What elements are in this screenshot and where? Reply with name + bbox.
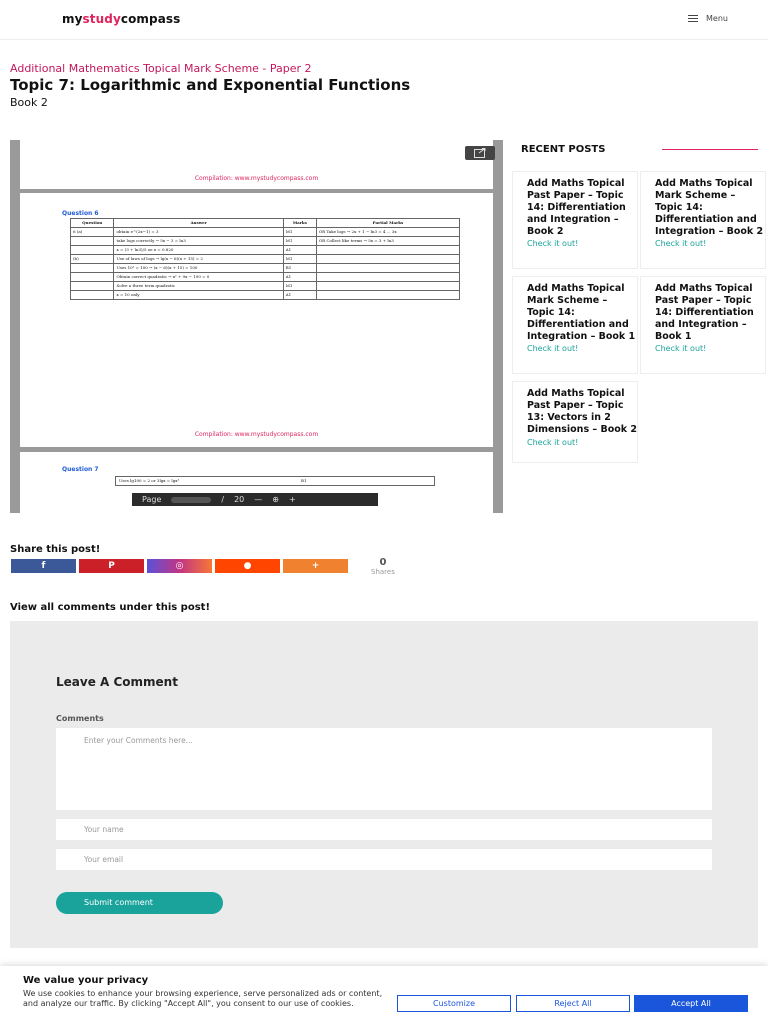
cell <box>71 291 114 300</box>
cell: 6 (a) <box>71 228 114 237</box>
table-row <box>71 273 460 282</box>
pinterest-share-button[interactable] <box>79 559 144 573</box>
cell: OR Collect like terms → 5x = 3 + ln3 <box>316 237 459 246</box>
cell <box>316 273 459 282</box>
recent-post-card[interactable] <box>512 171 638 269</box>
heading-divider <box>662 149 758 150</box>
table-header: Partial Marks <box>316 219 459 228</box>
share-heading: Share this post! <box>10 544 101 555</box>
table-row <box>71 282 460 291</box>
mark-scheme-table <box>70 218 460 300</box>
post-title[interactable]: Add Maths Topical Mark Scheme – Topic 14: Differentiation and Integration – Book 1 <box>527 283 636 342</box>
logo-part-study: study <box>82 12 121 26</box>
site-logo[interactable] <box>62 12 180 26</box>
pinterest-icon: P <box>108 561 115 571</box>
q7-row <box>115 476 435 486</box>
table-header: Marks <box>283 219 316 228</box>
cell <box>71 237 114 246</box>
view-comments-link[interactable]: View all comments under this post! <box>10 602 211 613</box>
cell <box>316 255 459 264</box>
more-icon: + <box>311 561 320 571</box>
check-it-out-link[interactable]: Check it out! <box>527 437 579 447</box>
accept-all-button[interactable]: Accept All <box>634 995 748 1012</box>
table-row <box>71 255 460 264</box>
cell: A1 <box>283 246 316 255</box>
instagram-icon: ◎ <box>175 561 184 571</box>
q7-answer: Uses lg100 = 2 or 3lgx = lgx³ <box>119 478 180 483</box>
cell <box>316 264 459 273</box>
table-row <box>71 291 460 300</box>
cookie-text: We use cookies to enhance your browsing experience, serve personalized ads or content, and analyze our traffic. By clicking "Accept All", you consent to our use of cookies. <box>23 989 383 1009</box>
table-row <box>71 228 460 237</box>
pdf-viewer[interactable] <box>10 140 503 513</box>
cell: x = 10 only <box>114 291 283 300</box>
pdf-toolbar <box>132 493 378 506</box>
recent-post-card[interactable] <box>512 276 638 374</box>
check-it-out-link[interactable]: Check it out! <box>655 239 707 249</box>
check-it-out-link[interactable]: Check it out! <box>655 344 707 354</box>
post-title[interactable]: Add Maths Topical Past Paper – Topic 13: Vectors in 2 Dimensions – Book 2 <box>527 388 637 435</box>
comment-textarea[interactable]: Enter your Comments here... <box>56 728 712 810</box>
post-title[interactable]: Add Maths Topical Past Paper – Topic 14: Differentiation and Integration – Book 2 <box>527 178 626 237</box>
page-subtitle: Book 2 <box>10 96 48 109</box>
open-external-button[interactable] <box>465 146 495 160</box>
site-header <box>0 0 768 40</box>
cell <box>316 282 459 291</box>
hamburger-icon <box>688 15 698 22</box>
share-count-label: Shares <box>371 568 395 576</box>
page-separator: / <box>221 495 225 504</box>
page-total: 20 <box>234 495 245 504</box>
compilation-footer: Compilation: www.mystudycompass.com <box>194 431 319 438</box>
more-share-button[interactable] <box>283 559 348 573</box>
cell: M1 <box>283 282 316 291</box>
cookie-banner <box>0 966 768 1024</box>
table-header: Question <box>71 219 114 228</box>
customize-button[interactable]: Customize <box>397 995 511 1012</box>
logo-part-compass: compass <box>120 12 181 26</box>
recent-post-card[interactable] <box>640 171 766 269</box>
name-field[interactable]: Your name <box>56 819 712 840</box>
q7-mark: B1 <box>301 478 307 483</box>
share-buttons <box>11 559 348 573</box>
recent-posts-heading: RECENT POSTS <box>521 144 606 155</box>
question-label: Question 7 <box>62 466 99 473</box>
cell <box>71 282 114 291</box>
cell: OR Take logs → 2x + 1 − ln3 = 4 ... 3x <box>316 228 459 237</box>
cell: A1 <box>283 273 316 282</box>
cell: Use of laws of logs → lg(x − 6)(x + 15) = 2 <box>114 255 283 264</box>
recent-post-card[interactable] <box>640 276 766 374</box>
check-it-out-link[interactable]: Check it out! <box>527 344 579 354</box>
table-row <box>71 264 460 273</box>
table-header: Answer <box>114 219 283 228</box>
zoom-icon[interactable]: ⊕ <box>272 495 279 504</box>
facebook-icon: f <box>41 561 46 571</box>
page-title: Topic 7: Logarithmic and Exponential Functions <box>10 76 411 94</box>
email-field[interactable]: Your email <box>56 849 712 870</box>
reddit-icon: ● <box>243 561 252 571</box>
cell: M1 <box>283 237 316 246</box>
pdf-page <box>20 193 493 447</box>
comment-form <box>10 621 758 948</box>
question-label: Question 6 <box>62 210 99 217</box>
compilation-footer: Compilation: www.mystudycompass.com <box>194 175 319 182</box>
pdf-page <box>20 140 493 189</box>
table-row <box>71 246 460 255</box>
cell: obtain e^(2x−1) = 3 <box>114 228 283 237</box>
reject-all-button[interactable]: Reject All <box>516 995 630 1012</box>
external-link-icon <box>474 148 486 158</box>
cell <box>316 291 459 300</box>
comments-label: Comments <box>56 714 104 723</box>
cell: Solve a three term quadratic <box>114 282 283 291</box>
post-title[interactable]: Add Maths Topical Mark Scheme – Topic 14: Differentiation and Integration – Book 2 <box>655 178 764 237</box>
recent-post-card[interactable] <box>512 381 638 463</box>
check-it-out-link[interactable]: Check it out! <box>527 239 579 249</box>
cell: x = (3 + ln3)/5 oe x = 0.820 <box>114 246 283 255</box>
cell <box>316 246 459 255</box>
cell: M1 <box>283 228 316 237</box>
page-label: Page <box>142 495 162 504</box>
cell: Uses 10² = 100 → (x − 6)(x + 15) = 100 <box>114 264 283 273</box>
cell <box>71 273 114 282</box>
share-count: 0 <box>379 557 387 568</box>
reddit-share-button[interactable] <box>215 559 280 573</box>
menu-label: Menu <box>706 14 728 23</box>
cell: A1 <box>283 291 316 300</box>
cell: Obtain correct quadratic → x² + 9x − 190 = 0 <box>114 273 283 282</box>
menu-button[interactable] <box>688 14 728 23</box>
zoom-in-button[interactable]: + <box>288 495 296 504</box>
cell: B1 <box>283 264 316 273</box>
post-title[interactable]: Add Maths Topical Past Paper – Topic 14: Differentiation and Integration – Book 1 <box>655 283 754 342</box>
comment-heading: Leave A Comment <box>56 675 178 689</box>
submit-comment-button[interactable]: Submit comment <box>56 892 223 914</box>
share-counter <box>371 557 395 576</box>
breadcrumb-link[interactable]: Additional Mathematics Topical Mark Scheme - Paper 2 <box>10 62 312 75</box>
facebook-share-button[interactable] <box>11 559 76 573</box>
logo-part-my: my <box>62 12 83 26</box>
zoom-out-button[interactable]: — <box>254 495 263 504</box>
table-row <box>71 237 460 246</box>
cookie-title: We value your privacy <box>23 975 149 986</box>
cell: (b) <box>71 255 114 264</box>
cell: take logs correctly → 5x − 3 = ln3 <box>114 237 283 246</box>
instagram-share-button[interactable] <box>147 559 212 573</box>
cell <box>71 264 114 273</box>
page-number-input[interactable] <box>171 497 211 503</box>
cell <box>71 246 114 255</box>
cell: M1 <box>283 255 316 264</box>
